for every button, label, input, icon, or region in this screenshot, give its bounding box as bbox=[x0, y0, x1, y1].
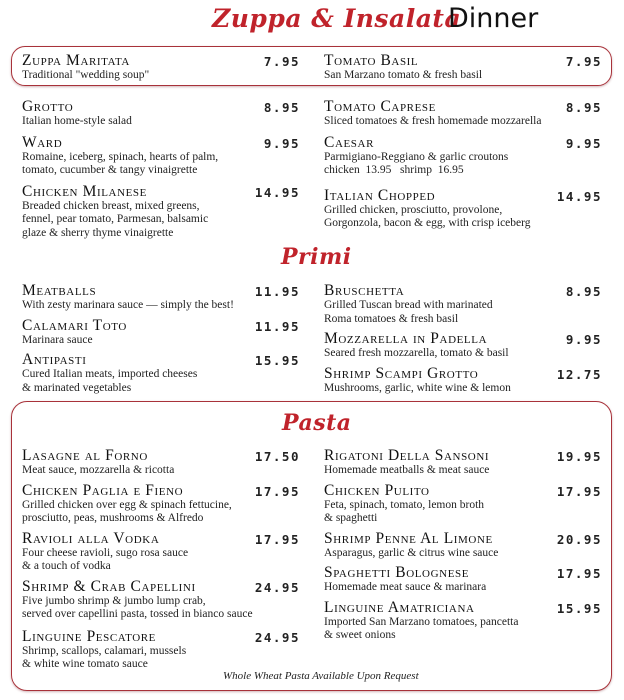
item-desc: Parmigiano-Reggiano & garlic croutons bbox=[324, 150, 509, 163]
item-desc: prosciutto, peas, mushrooms & Alfredo bbox=[22, 512, 204, 524]
item-desc: & a touch of vodka bbox=[22, 560, 111, 572]
item-desc: Five jumbo shrimp & jumbo lump crab, bbox=[22, 594, 206, 607]
item-price: 19.95 bbox=[556, 449, 602, 464]
item-desc: Grilled chicken, prosciutto, provolone, bbox=[324, 203, 503, 216]
item-name: Rigatoni Della Sansoni bbox=[324, 447, 490, 464]
item-desc: Seared fresh mozzarella, tomato & basil bbox=[324, 347, 509, 359]
item-name: Linguine Amatriciana bbox=[324, 598, 475, 616]
menu-item bbox=[22, 318, 300, 348]
item-name: Zuppa Maritata bbox=[22, 52, 130, 69]
item-desc: Meat sauce, mozzarella & ricotta bbox=[22, 464, 175, 476]
menu-item bbox=[22, 135, 300, 178]
item-name: Caesar bbox=[324, 133, 374, 151]
item-price: 11.95 bbox=[254, 284, 300, 299]
item-price: 17.95 bbox=[254, 483, 300, 499]
menu-item bbox=[324, 366, 602, 396]
item-name: Linguine Pescatore bbox=[22, 627, 157, 645]
section-title-pasta: Pasta bbox=[282, 410, 352, 436]
item-name: Shrimp Scampi Grotto bbox=[324, 364, 479, 382]
item-price: 11.95 bbox=[254, 318, 300, 334]
item-name: Meatballs bbox=[22, 282, 97, 299]
pasta-right-column bbox=[324, 448, 602, 643]
item-price: 20.95 bbox=[556, 531, 602, 547]
item-desc: & marinated vegetables bbox=[22, 381, 132, 394]
menu-item bbox=[22, 53, 300, 83]
item-desc: tomato, cucumber & tangy vinaigrette bbox=[22, 164, 198, 176]
item-desc: Asparagus, garlic & citrus wine sauce bbox=[324, 546, 499, 559]
item-price: 24.95 bbox=[254, 629, 300, 645]
item-name: Calamari Toto bbox=[22, 316, 127, 334]
item-desc: fennel, pear tomato, Parmesan, balsamic bbox=[22, 213, 209, 225]
item-price: 17.95 bbox=[556, 483, 602, 499]
item-desc: served over capellini pasta, tossed in bianco sauce bbox=[22, 608, 253, 620]
item-desc: Traditional "wedding soup" bbox=[22, 69, 150, 81]
menu-item bbox=[324, 565, 602, 595]
item-name: Bruschetta bbox=[324, 282, 405, 299]
item-name: Shrimp Penne Al Limone bbox=[324, 529, 493, 547]
item-name: Ravioli alla Vodka bbox=[22, 529, 160, 547]
item-desc: With zesty marinara sauce — simply the best! bbox=[22, 299, 234, 311]
item-price: 15.95 bbox=[556, 600, 602, 616]
menu-item bbox=[22, 352, 300, 395]
item-name: Italian Chopped bbox=[324, 186, 436, 204]
section-title-primi: Primi bbox=[281, 244, 352, 270]
item-desc: & sweet onions bbox=[324, 629, 396, 641]
item-desc: chicken 13.95 shrimp 16.95 bbox=[324, 164, 464, 176]
item-desc: Homemade meatballs & meat sauce bbox=[324, 464, 490, 476]
menu-item bbox=[324, 135, 602, 178]
menu-item bbox=[324, 531, 602, 561]
item-price: 24.95 bbox=[254, 579, 300, 595]
section-title-zuppa-insalata: Zuppa & Insalata bbox=[212, 4, 462, 33]
zuppa-right-column bbox=[324, 53, 602, 83]
primi-left-column bbox=[22, 283, 300, 395]
item-desc: glaze & sherry thyme vinaigrette bbox=[22, 226, 174, 239]
menu-item bbox=[22, 99, 300, 129]
item-price: 8.95 bbox=[565, 100, 602, 115]
item-price: 9.95 bbox=[263, 135, 300, 151]
item-desc: & spaghetti bbox=[324, 512, 378, 524]
item-desc: Homemade meat sauce & marinara bbox=[324, 581, 487, 593]
item-desc: Cured Italian meats, imported cheeses bbox=[22, 368, 198, 380]
item-price: 17.50 bbox=[254, 449, 300, 464]
item-name: Spaghetti Bolognese bbox=[324, 564, 470, 581]
item-name: Chicken Milanese bbox=[22, 182, 147, 200]
item-desc: Romaine, iceberg, spinach, hearts of palm, bbox=[22, 150, 219, 163]
item-name: Lasagne al Forno bbox=[22, 447, 148, 464]
menu-item bbox=[324, 99, 602, 129]
menu-item bbox=[324, 283, 602, 326]
item-price: 7.95 bbox=[263, 54, 300, 69]
menu-item bbox=[22, 629, 300, 672]
item-name: Chicken Pulito bbox=[324, 481, 430, 499]
item-desc: Mushrooms, garlic, white wine & lemon bbox=[324, 381, 511, 394]
item-desc: San Marzano tomato & fresh basil bbox=[324, 69, 483, 81]
item-price: 14.95 bbox=[556, 188, 602, 204]
menu-item bbox=[22, 283, 300, 313]
menu-item bbox=[324, 483, 602, 526]
item-desc: Sliced tomatoes & fresh homemade mozzarella bbox=[324, 115, 542, 127]
pasta-left-column bbox=[22, 448, 300, 672]
insalata-right-column bbox=[324, 99, 602, 231]
item-price: 7.95 bbox=[565, 54, 602, 69]
item-price: 17.95 bbox=[556, 566, 602, 581]
item-price: 8.95 bbox=[565, 284, 602, 299]
item-price: 12.75 bbox=[556, 366, 602, 382]
item-desc: Shrimp, scallops, calamari, mussels bbox=[22, 644, 187, 657]
item-name: Shrimp & Crab Capellini bbox=[22, 577, 196, 595]
item-price: 15.95 bbox=[254, 353, 300, 368]
item-desc: Grilled Tuscan bread with marinated bbox=[324, 299, 493, 311]
menu-label-dinner: Dinner bbox=[448, 3, 539, 34]
item-desc: Four cheese ravioli, sugo rosa sauce bbox=[22, 546, 189, 559]
item-desc: Breaded chicken breast, mixed greens, bbox=[22, 199, 200, 212]
menu-item bbox=[22, 483, 300, 526]
item-name: Grotto bbox=[22, 98, 74, 115]
item-desc: Italian home-style salad bbox=[22, 115, 132, 127]
item-desc: Grilled chicken over egg & spinach fettucine, bbox=[22, 498, 232, 511]
item-name: Tomato Caprese bbox=[324, 98, 436, 115]
item-price: 9.95 bbox=[565, 332, 602, 347]
insalata-left-column bbox=[22, 99, 300, 240]
item-desc: Imported San Marzano tomatoes, pancetta bbox=[324, 615, 519, 628]
menu-item bbox=[22, 579, 300, 622]
item-price: 17.95 bbox=[254, 531, 300, 547]
menu-item bbox=[324, 331, 602, 361]
item-desc: Marinara sauce bbox=[22, 333, 93, 346]
item-desc: & white wine tomato sauce bbox=[22, 658, 148, 670]
primi-right-column bbox=[324, 283, 602, 395]
item-name: Mozzarella in Padella bbox=[324, 330, 488, 347]
menu-item bbox=[22, 531, 300, 574]
zuppa-left-column bbox=[22, 53, 300, 83]
menu-item bbox=[324, 188, 602, 231]
menu-item bbox=[324, 600, 602, 643]
item-name: Ward bbox=[22, 133, 63, 151]
item-price: 9.95 bbox=[565, 135, 602, 151]
menu-item bbox=[324, 448, 602, 478]
menu-item bbox=[324, 53, 602, 83]
item-name: Tomato Basil bbox=[324, 52, 419, 69]
item-desc: Roma tomatoes & fresh basil bbox=[324, 312, 459, 325]
menu-item bbox=[22, 184, 300, 241]
item-desc: Feta, spinach, tomato, lemon broth bbox=[324, 498, 485, 511]
item-desc: Gorgonzola, bacon & egg, with crisp iceberg bbox=[324, 217, 531, 229]
item-price: 8.95 bbox=[263, 100, 300, 115]
menu-item bbox=[22, 448, 300, 478]
pasta-note: Whole Wheat Pasta Available Upon Request bbox=[223, 670, 419, 682]
item-name: Chicken Paglia e Fieno bbox=[22, 481, 184, 499]
item-name: Antipasti bbox=[22, 351, 87, 368]
item-price: 14.95 bbox=[254, 184, 300, 200]
